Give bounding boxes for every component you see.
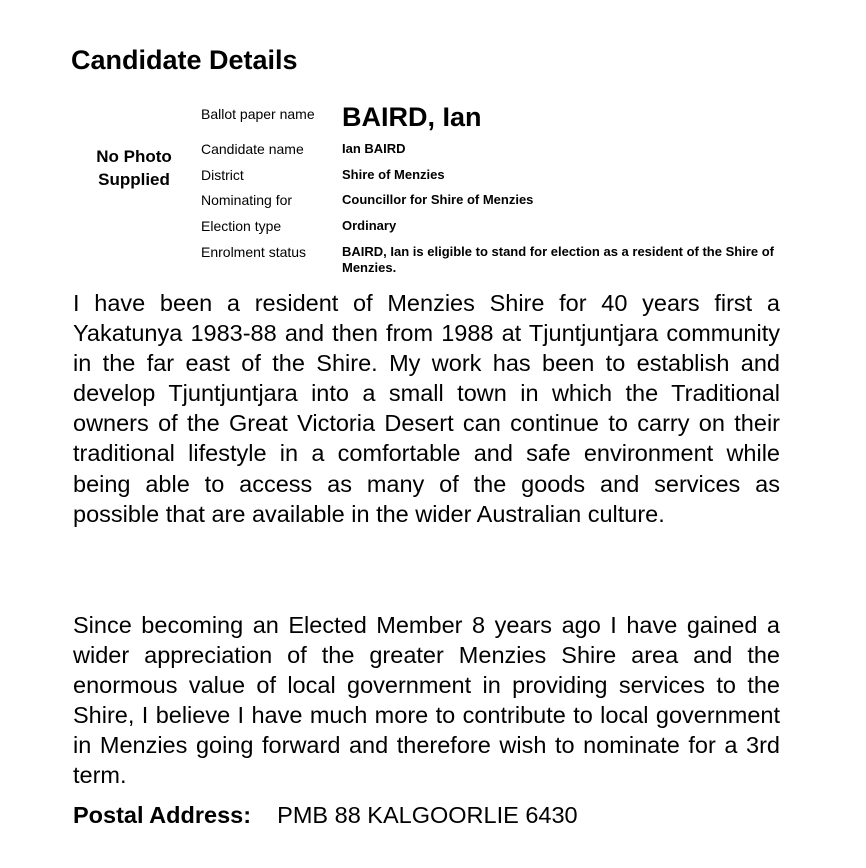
photo-placeholder-line2: Supplied	[98, 170, 170, 189]
statement-paragraph-1: I have been a resident of Menzies Shire for 40 years first a Yakatunya 1983-88 and then from 1988 at Tjuntjuntjara community in the far east of the Shire. My work has been to establish and develop Tjuntjuntjara into a small town in which the Traditional owners of the Great Victoria Desert can continue to carry on their traditional lifestyle in a comfortable and safe environment while being able to access as many of the goods and services as possible that are available in the wider Australian culture.	[73, 290, 780, 527]
election-type-label: Election type	[201, 218, 282, 235]
postal-address-label: Postal Address:	[73, 802, 252, 828]
postal-address	[73, 800, 578, 830]
ballot-paper-name-value: BAIRD, Ian	[342, 102, 482, 132]
postal-address-spacer	[258, 802, 271, 828]
district-label: District	[201, 166, 244, 183]
detail-row-nominating-for	[201, 192, 791, 218]
election-type-value: Ordinary	[342, 218, 397, 234]
candidate-name-label: Candidate name	[201, 141, 304, 157]
photo-placeholder-line1: No Photo	[96, 147, 172, 166]
photo-placeholder	[80, 145, 188, 191]
enrolment-status-value: BAIRD, Ian is eligible to stand for election as a resident of the Shire of Menzies.	[342, 243, 774, 275]
candidate-details-table	[201, 93, 791, 276]
detail-row-enrolment-status	[201, 244, 791, 276]
nominating-for-value: Councillor for Shire of Menzies	[342, 192, 534, 208]
detail-row-ballot-paper-name	[201, 93, 791, 141]
enrolment-status-label: Enrolment status	[201, 243, 307, 260]
detail-row-candidate-name	[201, 141, 791, 167]
district-value: Shire of Menzies	[342, 166, 445, 182]
nominating-for-label: Nominating for	[201, 192, 293, 209]
detail-row-district	[201, 167, 791, 193]
ballot-paper-name-label: Ballot paper name	[201, 105, 315, 122]
page-title: Candidate Details	[71, 45, 298, 75]
detail-row-election-type	[201, 218, 791, 244]
postal-address-value: PMB 88 KALGOORLIE 6430	[277, 802, 578, 828]
candidate-name-value: Ian BAIRD	[342, 141, 406, 156]
statement-paragraph-2: Since becoming an Elected Member 8 years ago I have gained a wider appreciation of the greater Menzies Shire area and the enormous value of local government in providing services to the Shire, I believe I have much more to contribute to local government in Menzies going forward and therefore wish to nominate for a 3rd term.	[73, 612, 780, 789]
